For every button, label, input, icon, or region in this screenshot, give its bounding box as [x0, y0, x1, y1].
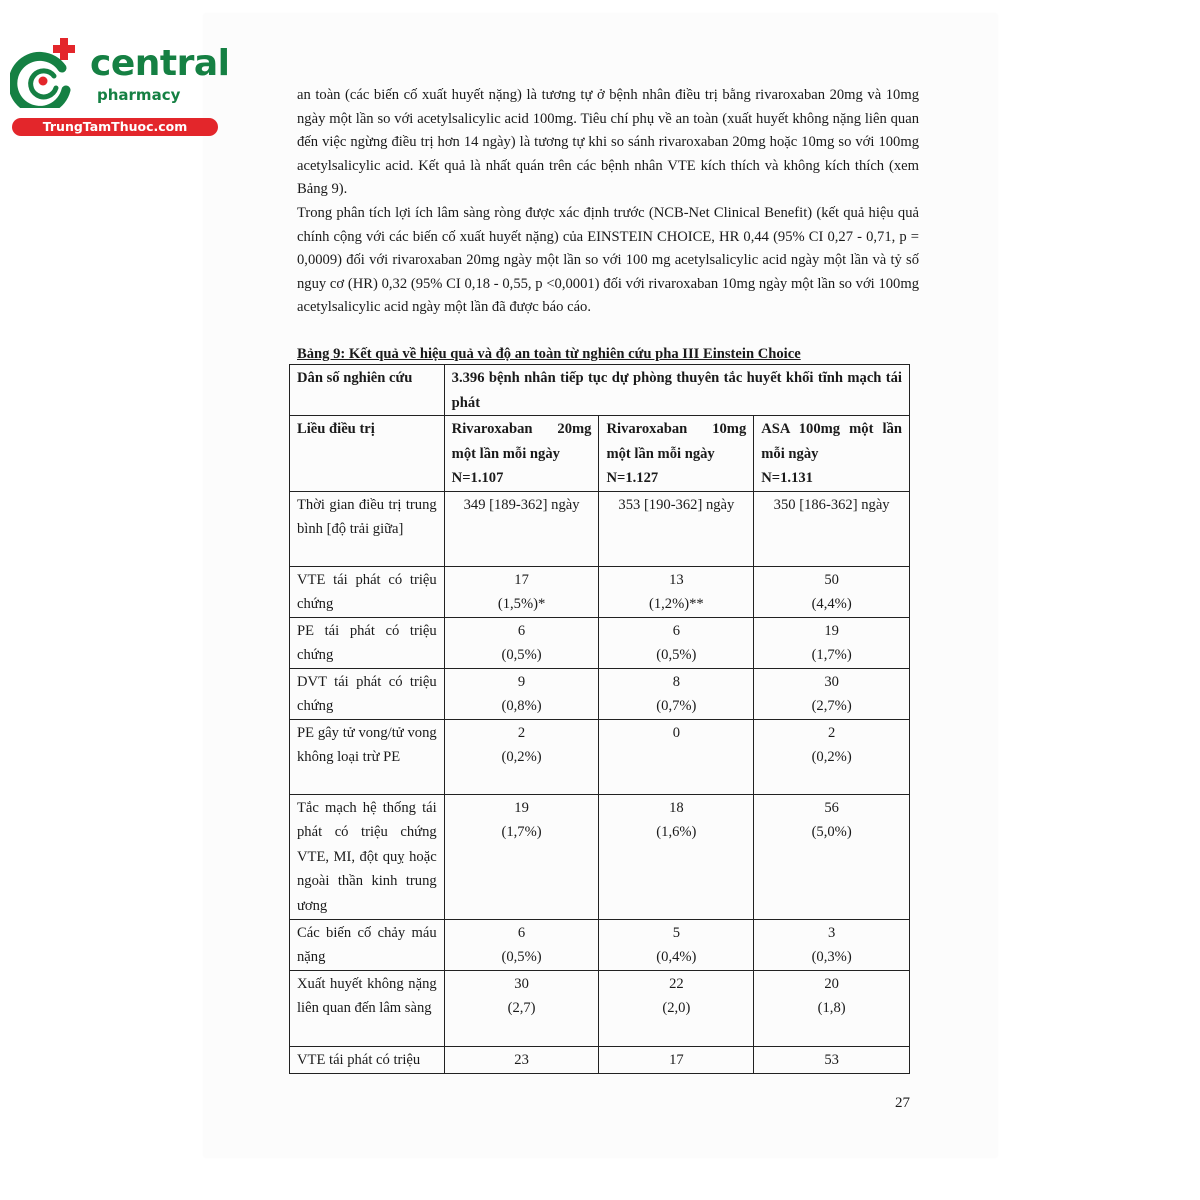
dose-label: Liều điều trị: [290, 416, 445, 492]
table-cell: [444, 566, 599, 617]
column-header: [444, 416, 599, 492]
cell-line: 19: [824, 622, 839, 639]
table-cell: [599, 719, 754, 794]
cell-line: 5: [672, 924, 681, 941]
table-row: [290, 491, 910, 566]
cell-line: (0,2%): [501, 749, 542, 765]
row-label: Xuất huyết không nặng liên quan đến lâm sàng: [290, 970, 445, 1046]
cell-line: (1,7%): [811, 647, 852, 663]
column-header-n: N=1.107: [451, 470, 504, 486]
cell-line: (1,8): [817, 1000, 846, 1016]
page-number: 27: [895, 1095, 910, 1111]
table-cell: [444, 970, 599, 1046]
results-table: [289, 364, 910, 1074]
table-cell: [444, 1046, 599, 1073]
table-row: [290, 1046, 910, 1073]
column-header-name: ASA 100mg một lần mỗi ngày: [761, 421, 902, 462]
cell-line: 17: [514, 571, 529, 588]
cell-line: 22: [669, 975, 684, 992]
cell-line: (1,5%)*: [497, 596, 546, 612]
table-cell: [444, 668, 599, 719]
column-header: [599, 416, 754, 492]
table-cell: [754, 1046, 910, 1073]
column-header-name: Rivaroxaban 10mg một lần mỗi ngày: [606, 421, 747, 462]
column-header-n: N=1.127: [606, 470, 659, 486]
cell-line: (0,8%): [501, 698, 542, 714]
cell-line: 56: [824, 799, 839, 816]
table-cell: [444, 794, 599, 919]
cell-line: (5,0%): [811, 824, 852, 840]
row-label: PE tái phát có triệu chứng: [290, 617, 445, 668]
table-cell: [599, 919, 754, 970]
table-row-dose: [290, 416, 910, 492]
cell-line: 350 [186-362] ngày: [773, 496, 890, 513]
table-cell: [599, 617, 754, 668]
row-label: DVT tái phát có triệu chứng: [290, 668, 445, 719]
population-label: Dân số nghiên cứu: [290, 365, 445, 416]
cell-line: 8: [672, 673, 681, 690]
column-header-name: Rivaroxaban 20mg một lần mỗi ngày: [451, 421, 592, 462]
cell-line: 18: [669, 799, 684, 816]
population-value: 3.396 bệnh nhân tiếp tục dự phòng thuyên tắc huyết khối tĩnh mạch tái phát: [444, 365, 909, 416]
cell-line: (0,3%): [811, 949, 852, 965]
cell-line: (0,5%): [656, 647, 697, 663]
cell-line: 17: [669, 1051, 684, 1068]
cell-line: (0,5%): [501, 949, 542, 965]
cell-line: 13: [669, 571, 684, 588]
cell-line: (2,7): [507, 1000, 536, 1016]
cell-line: 20: [824, 975, 839, 992]
table-cell: [754, 491, 910, 566]
row-label: Tắc mạch hệ thống tái phát có triệu chứng VTE, MI, đột quỵ hoặc ngoài thần kinh trung ương: [290, 794, 445, 919]
table-cell: [754, 566, 910, 617]
cell-line: 53: [824, 1051, 839, 1068]
cell-line: 23: [514, 1051, 529, 1068]
row-label: Các biến cố chảy máu nặng: [290, 919, 445, 970]
cell-line: (1,2%)**: [649, 596, 704, 612]
logo-brand-text: central: [90, 43, 230, 84]
cell-line: 6: [517, 622, 526, 639]
cell-line: 50: [824, 571, 839, 588]
row-label: PE gây tử vong/tử vong không loại trừ PE: [290, 719, 445, 794]
table-row-population: [290, 365, 910, 416]
table-cell: [754, 794, 910, 919]
cell-line: 2: [827, 724, 836, 741]
cell-line: 349 [189-362] ngày: [463, 496, 580, 513]
cell-line: 0: [672, 724, 681, 741]
table-cell: [444, 491, 599, 566]
table-cell: [754, 919, 910, 970]
table-cell: [754, 668, 910, 719]
paragraph-2: Trong phân tích lợi ích lâm sàng ròng được xác định trước (NCB-Net Clinical Benefit) (kết quả hiệu quả chính cộng với các biến cố xuất huyết nặng) của EINSTEIN CHOICE, HR 0,44 (95% CI 0,27 - 0,71, p = 0,0009) đối với rivaroxaban 20mg ngày một lần so với 100 mg acetylsalicylic acid ngày một lần và tỷ số nguy cơ (HR) 0,32 (95% CI 0,18 - 0,55, p <0,0001) đối với rivaroxaban 10mg ngày một lần so với 100mg acetylsalicylic acid ngày một lần đã được báo cáo.: [297, 205, 919, 315]
table-cell: [444, 617, 599, 668]
cell-line: 3: [827, 924, 836, 941]
cell-line: 353 [190-362] ngày: [618, 496, 735, 513]
table-cell: [754, 719, 910, 794]
cell-line: 30: [824, 673, 839, 690]
cell-line: (0,7%): [656, 698, 697, 714]
central-logo-icon: [10, 36, 82, 108]
column-header: [754, 416, 910, 492]
cell-line: (1,6%): [656, 824, 697, 840]
cell-line: 9: [517, 673, 526, 690]
table-cell: [599, 668, 754, 719]
table-cell: [599, 1046, 754, 1073]
row-label: VTE tái phát có triệu: [290, 1046, 445, 1073]
cell-line: (0,2%): [811, 749, 852, 765]
paragraph-1: an toàn (các biến cố xuất huyết nặng) là tương tự ở bệnh nhân điều trị bằng rivaroxaban 20mg và 10mg ngày một lần so với acetylsalicylic acid 100mg. Tiêu chí phụ về an toàn (xuất huyết không nặng liên quan đến việc ngừng điều trị hơn 14 ngày) là tương tự khi so sánh rivaroxaban 20mg hoặc 10mg so với 100mg acetylsalicylic acid. Kết quả là nhất quán trên các bệnh nhân VTE kích thích và không kích thích (xem Bảng 9).: [297, 87, 919, 197]
table-cell: [444, 719, 599, 794]
table-cell: [599, 794, 754, 919]
table-cell: [754, 617, 910, 668]
table-cell: [599, 970, 754, 1046]
table-row: [290, 919, 910, 970]
cell-line: 6: [517, 924, 526, 941]
table-caption: Bảng 9: Kết quả về hiệu quả và độ an toàn từ nghiên cứu pha III Einstein Choice: [297, 346, 801, 362]
cell-line: (0,5%): [501, 647, 542, 663]
cell-line: 6: [672, 622, 681, 639]
cell-line: 2: [517, 724, 526, 741]
table-row: [290, 970, 910, 1046]
cell-line: (2,0): [662, 1000, 691, 1016]
table-cell: [444, 919, 599, 970]
row-label: Thời gian điều trị trung bình [độ trải giữa]: [290, 491, 445, 566]
cell-line: 30: [514, 975, 529, 992]
logo-sub-text: pharmacy: [97, 86, 181, 104]
cell-line: (4,4%): [811, 596, 852, 612]
table-row: [290, 794, 910, 919]
cell-line: (2,7%): [811, 698, 852, 714]
central-pharmacy-logo[interactable]: [10, 36, 230, 138]
table-body: [290, 491, 910, 1073]
table-cell: [599, 491, 754, 566]
cell-line: 19: [514, 799, 529, 816]
table-cell: [754, 970, 910, 1046]
row-label: VTE tái phát có triệu chứng: [290, 566, 445, 617]
column-header-n: N=1.131: [761, 470, 813, 486]
table-row: [290, 668, 910, 719]
logo-url-badge[interactable]: TrungTamThuoc.com: [12, 118, 218, 136]
table-row: [290, 719, 910, 794]
table-row: [290, 566, 910, 617]
table-row: [290, 617, 910, 668]
cell-line: (1,7%): [501, 824, 542, 840]
cell-line: (0,4%): [656, 949, 697, 965]
table-cell: [599, 566, 754, 617]
